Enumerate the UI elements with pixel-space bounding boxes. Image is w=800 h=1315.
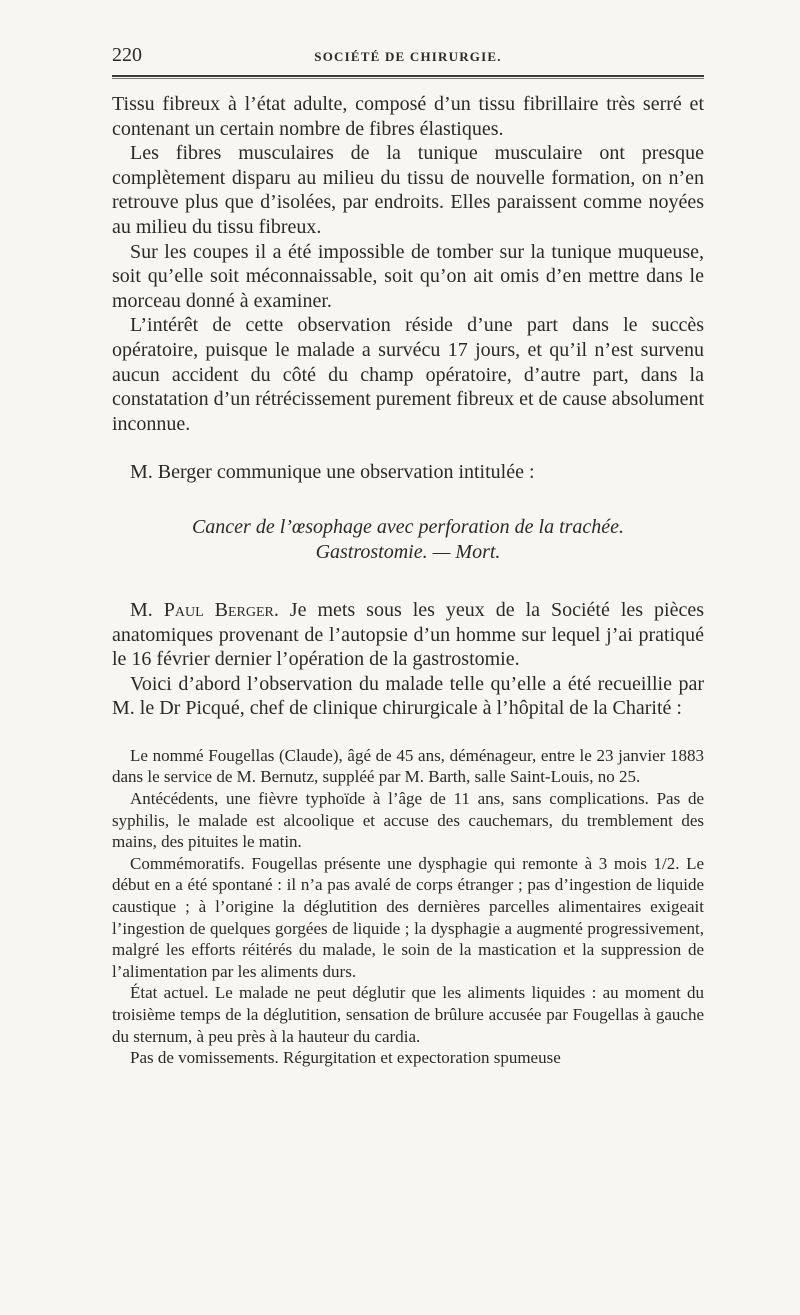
article-title-line: Gastrostomie. — Mort. <box>315 540 501 563</box>
paragraph: Les fibres musculaires de la tunique musculaire ont presque complètement disparu au milieu du tissu de nouvelle formation, on n’en retrouve plus que d’isolées, par endroits. Elles paraissent comme noyées au milieu du tissu fibreux. <box>112 142 704 238</box>
speech-text: Je mets sous les yeux de la Société les pièces anatomiques provenant de l’autopsie d’un homme sur lequel j’ai pratiqué le 16 février dernier l’opération de la gastrostomie. <box>112 598 704 671</box>
observation-paragraph: Le nommé Fougellas (Claude), âgé de 45 ans, déménageur, entre le 23 janvier 1883 dans le service de M. Bernutz, suppléé par M. Barth, salle Saint-Louis, no 25. <box>112 745 704 787</box>
article-title-line: Cancer de l’œsophage avec perforation de la trachée. <box>191 515 625 538</box>
speaker-name: M. Paul Berger. <box>130 598 279 621</box>
header-rule <box>112 75 704 77</box>
observation-paragraph: Commémoratifs. Fougellas présente une dysphagie qui remonte à 3 mois 1/2. Le début en a été spontané : il n’a pas avalé de corps étranger ; pas d’ingestion de liquide caustique ; à l’origine la déglutition des dernières parcelles alimentaires exigeait l’ingestion de quelques gorgées de liquide ; la dysphagie a augmenté progressivement, malgré les efforts réitérés du malade, le soin de la mastication et la suppression de l’alimentation par les aliments durs. <box>112 853 704 981</box>
observation-paragraph: Antécédents, une fièvre typhoïde à l’âge de 11 ans, sans complications. Pas de syphilis, le malade est alcoolique et accuse des cauchemars, du tremblement des mains, des pituites le matin. <box>112 789 704 852</box>
header-rule-thin <box>112 78 704 79</box>
running-title: SOCIÉTÉ DE CHIRURGIE. <box>314 49 502 64</box>
body-text <box>112 92 704 1069</box>
paragraph: Tissu fibreux à l’état adulte, composé d’un tissu fibrillaire très serré et contenant un certain nombre de fibres élastiques. <box>112 93 704 140</box>
announcement: M. Berger communique une observation intitulée : <box>130 461 535 484</box>
speech-paragraph <box>112 598 704 672</box>
speech-paragraph: Voici d’abord l’observation du malade telle qu’elle a été recueillie par M. le Dr Picqué, chef de clinique chirurgicale à l’hôpital de la Charité : <box>112 672 704 720</box>
article-title <box>112 515 704 565</box>
page-number: 220 <box>112 44 142 66</box>
observation-paragraph: Pas de vomissements. Régurgitation et expectoration spumeuse <box>130 1048 561 1068</box>
page-header <box>112 44 704 70</box>
paragraph: Sur les coupes il a été impossible de tomber sur la tunique muqueuse, soit qu’elle soit méconnaissable, soit qu’on ait omis d’en mettre dans le morceau donné à examiner. <box>112 240 704 312</box>
paragraph: L’intérêt de cette observation réside d’une part dans le succès opératoire, puisque le malade a survécu 17 jours, et qu’il n’est survenu aucun accident du côté du champ opératoire, d’autre part, dans la constatation d’un rétrécissement purement fibreux et de cause absolument inconnue. <box>112 314 705 435</box>
observation-paragraph: État actuel. Le malade ne peut déglutir que les aliments liquides : au moment du troisième temps de la déglutition, sensation de brûlure accusée par Fougellas à gauche du sternum, à peu près à la hauteur du cardia. <box>112 983 704 1046</box>
